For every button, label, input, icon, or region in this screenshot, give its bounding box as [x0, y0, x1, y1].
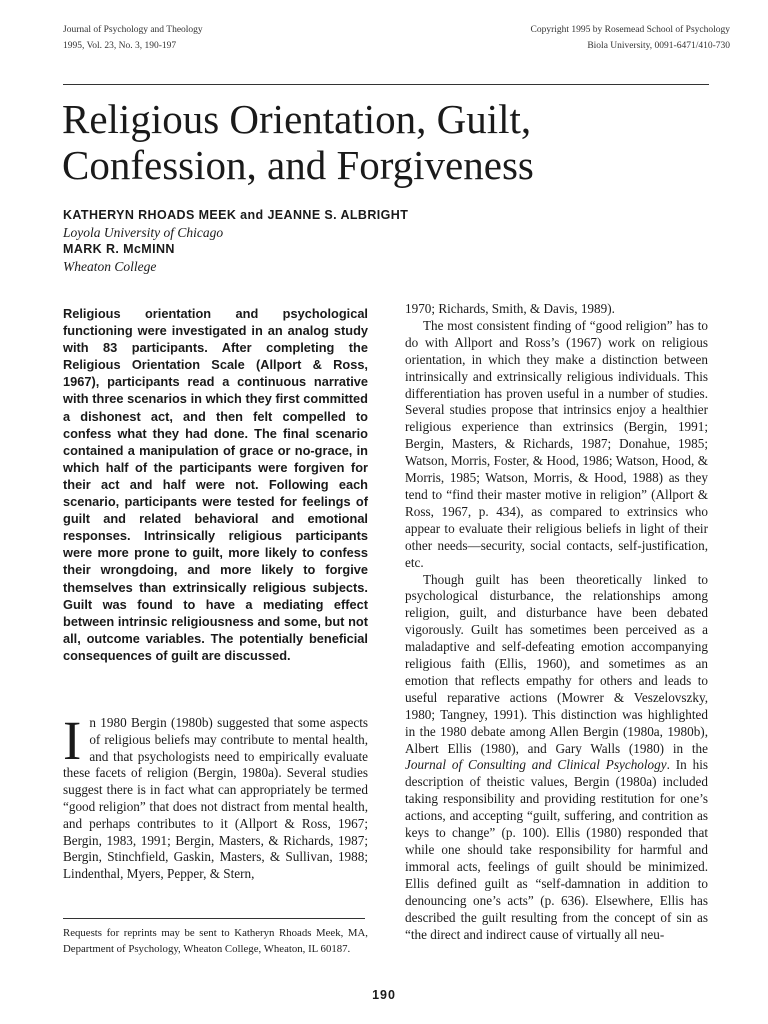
article-title: [62, 96, 702, 188]
intro-paragraph: n 1980 Bergin (1980b) suggested that some aspects of religious beliefs may contribute to mental health, and that psychologists need to empirically evaluate these facets of religion (Bergin, 1980a). Several studies suggest there is in fact what can appropriately be termed “good religion” that does not distract from mental health, and perhaps contributes to it (Allport & Ross, 1967; Bergin, 1983, 1991; Bergin, Masters, & Richards, 1987; Bergin, Stinchfield, Gaskin, Masters, & Sullivan, 1988; Lindenthal, Myers, Pepper, & Stern,: [63, 715, 368, 882]
journal-citation-italic: Journal of Consulting and Clinical Psychology: [405, 757, 667, 773]
author-block: [63, 207, 703, 275]
title-line-2: Confession, and Forgiveness: [62, 142, 534, 188]
running-header-right: [531, 22, 731, 54]
publisher-line: Biola University, 0091-6471/410-730: [587, 41, 730, 51]
reprint-footnote: Requests for reprints may be sent to Katheryn Rhoads Meek, MA, Department of Psychology, Wheaton College, Wheaton, IL 60187.: [63, 927, 368, 955]
drop-cap: I: [63, 710, 82, 771]
journal-name: Journal of Psychology and Theology: [63, 25, 203, 35]
running-header-left: [63, 22, 203, 54]
abstract: Religious orientation and psychological functioning were investigated in an analog study with 83 participants. After completing the Religious Orientation Scale (Allport & Ross, 1967), participants read a continuous narrative with three scenarios in which they first committed a dishonest act, and then felt compelled to confess what they had done. The final scenario contained a manipulation of grace or no-grace, in which half of the participants were forgiven for their act and half were not. Following each scenario, participants were tested for feelings of guilt and related behavioral and emotional responses. Intrinsically religious participants were more prone to guilt, more likely to confess their wrongdoing, and more likely to forgive themselves than extrinsically religious subjects. Guilt was found to have a mediating effect between intrinsic religiousness and some, but not all, outcome variables. The potentially beneficial consequences of guilt are discussed.: [63, 306, 368, 663]
paragraph-guilt-part-1: Though guilt has been theoretically linked to psychological disturbance, the relationships among religion, guilt, and disturbance have been debated vigorously. Guilt has sometimes been perceived as a maladaptive and self-defeating emotion accompanying religious faith (Ellis, 1960), and sometimes as an emotion that reflects empathy for others and leads to useful reparative actions (Mowrer & Veszelovszky, 1980; Tangney, 1991). This distinction was highlighted in the 1980 debate among Allen Bergin (1980a, 1980b), Albert Ellis (1980), and Gary Walls (1980) in the: [405, 571, 708, 756]
author-affiliation-1: Loyola University of Chicago: [63, 225, 224, 240]
title-line-1: Religious Orientation, Guilt,: [62, 96, 532, 142]
paragraph-guilt-part-2: . In his description of theistic values, Bergin (1980a) included taking responsibility and providing restitution for one’s actions, and accepting “guilt, suffering, and contrition as keys to change” (p. 100). Ellis (1980) responded that while one should take responsibility for harmful and immoral acts, feelings of guilt should be minimized. Ellis defined guilt as “self-damnation in addition to denouncing one’s acts” (p. 636). Elsewhere, Ellis has described the guilt resulting from the concept of sin as “the direct and indirect cause of virtually all neu-: [405, 757, 709, 942]
author-affiliation-2: Wheaton College: [63, 259, 157, 274]
body-text-left-column: [63, 710, 368, 883]
page-number: 190: [372, 988, 396, 1002]
journal-volume: 1995, Vol. 23, No. 3, 190-197: [63, 41, 177, 51]
paragraph-religious-orientation: The most consistent finding of “good religion” has to do with Allport and Ross’s (1967) work on religious orientation, in which they make a distinction between intrinsically and extrinsically religious individuals. This differentiation has proven useful in a number of studies. Several studies propose that intrinsics enjoy a healthier religious experience than extrinsics (Bergin, 1991; Bergin, Masters, & Richards, 1987; Donahue, 1985; Watson, Morris, Foster, & Hood, 1986; Watson, Hood, & Morris, 1985; Watson, Morris, & Hood, 1988) as they tend to “find their master motive in religion” (Allport & Ross, 1967, p. 434), as compared to extrinsics who appear to evaluate their religious beliefs in light of their other needs—security, social contacts, self-justification, etc.: [405, 317, 708, 570]
author-names-1: KATHERYN RHOADS MEEK and JEANNE S. ALBRIGHT: [63, 208, 409, 222]
paragraph-guilt: [405, 572, 708, 944]
body-text-right-column: [405, 301, 708, 943]
paragraph-continuation: 1970; Richards, Smith, & Davis, 1989).: [405, 301, 615, 316]
footnote-divider: [63, 918, 365, 919]
header-divider: [63, 84, 709, 85]
author-names-2: MARK R. McMINN: [63, 242, 175, 256]
copyright-line: Copyright 1995 by Rosemead School of Psychology: [530, 25, 730, 35]
